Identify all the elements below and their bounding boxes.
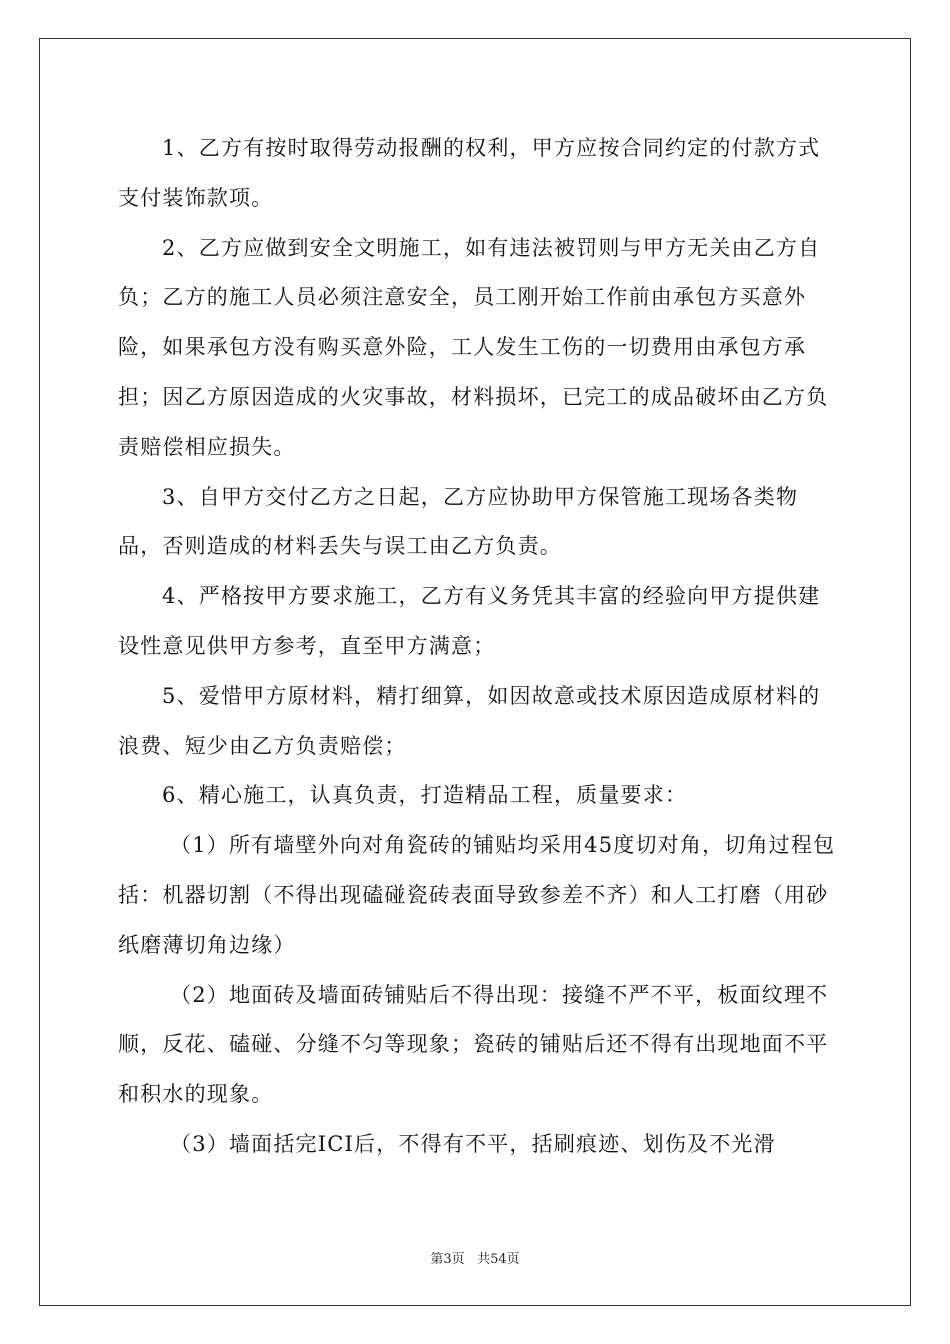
clause-1: 1、乙方有按时取得劳动报酬的权利，甲方应按合同约定的付款方式支付装饰款项。 [118, 136, 821, 210]
clause-6-item-3: （3）墙面括完ICI后，不得有不平，括刷痕迹、划伤及不光滑 [170, 1131, 776, 1156]
clause-6-item-2: （2）地面砖及墙面砖铺贴后不得出现：接缝不严不平，板面纹理不顺，反花、磕碰、分缝不匀等现象；瓷砖的铺贴后还不得有出现地面不平和积水的现象。 [118, 982, 829, 1107]
document-body [118, 124, 836, 1170]
total-pages: 共54页 [477, 1252, 520, 1267]
footer-spacer [465, 1252, 477, 1267]
clause-6: 6、精心施工，认真负责，打造精品工程，质量要求： [162, 783, 688, 808]
clause-6-item-1: （1）所有墙壁外向对角瓷砖的铺贴均采用45度切对角，切角过程包括：机器切割（不得出现磕碰瓷砖表面导致参差不齐）和人工打磨（用砂纸磨薄切角边缘） [118, 833, 836, 957]
clause-3: 3、自甲方交付乙方之日起，乙方应协助甲方保管施工现场各类物品，否则造成的材料丢失与误工由乙方负责。 [118, 484, 799, 559]
clause-5: 5、爱惜甲方原材料，精打细算，如因故意或技术原因造成原材料的浪费、短少由乙方负责赔偿； [118, 683, 821, 758]
page-footer [0, 1248, 950, 1267]
clause-2: 2、乙方应做到安全文明施工，如有违法被罚则与甲方无关由乙方自负；乙方的施工人员必须注意安全，员工刚开始工作前由承包方买意外险，如果承包方没有购买意外险，工人发生工伤的一切费用由承包方承担；因乙方原因造成的火灾事故，材料损坏，已完工的成品破坏由乙方负责赔偿相应损失。 [118, 235, 829, 459]
page-number: 第3页 [430, 1252, 465, 1267]
clause-4: 4、严格按甲方要求施工，乙方有义务凭其丰富的经验向甲方提供建设性意见供甲方参考，直至甲方满意； [118, 584, 821, 658]
